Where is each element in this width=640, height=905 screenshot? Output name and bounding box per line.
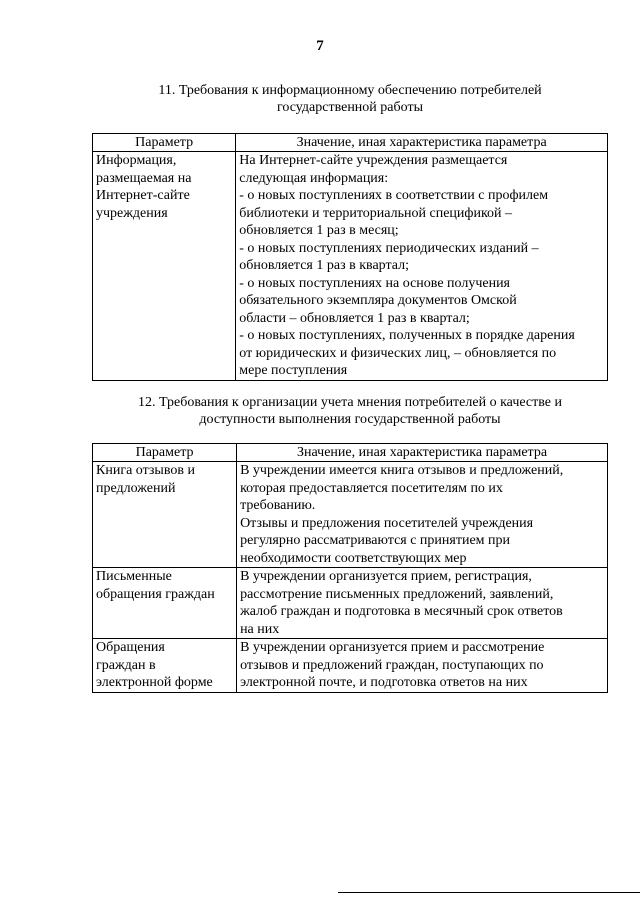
cell-text-line: - о новых поступлениях на основе получения <box>239 275 511 291</box>
value-cell <box>236 152 608 381</box>
cell-text-line: На Интернет-сайте учреждения размещается <box>239 153 508 168</box>
section-12-title-line: 12. Требования к организации учета мнения потребителей о качестве и <box>138 395 562 410</box>
cell-text-line: граждан в <box>96 657 156 673</box>
cell-text-line: - о новых поступлениях, полученных в порядке дарения <box>239 328 575 343</box>
cell-text-line: Книга отзывов и <box>96 463 195 478</box>
table-header-row <box>93 444 608 462</box>
cell-text-line: - о новых поступлениях в соответствии с профилем <box>239 188 549 203</box>
page-number: 7 <box>316 38 324 54</box>
section-11-table <box>92 133 608 381</box>
column-header-parameter: Параметр <box>93 134 236 152</box>
section-11-title-line: 11. Требования к информационному обеспечению потребителей <box>158 83 542 98</box>
cell-text-line: Информация, <box>96 153 177 168</box>
cell-text-line: учреждения <box>96 205 168 221</box>
cell-text-line: предложений <box>96 480 176 496</box>
cell-text-line: электронной почте, и подготовка ответов на них <box>240 675 528 690</box>
table-header-row <box>93 134 608 152</box>
column-header-parameter: Параметр <box>93 444 237 462</box>
cell-text-line: рассмотрение письменных предложений, заявлений, <box>240 586 554 602</box>
section-11-title <box>100 82 600 116</box>
cell-text-line: обращения граждан <box>96 586 215 602</box>
cell-text-line: жалоб граждан и подготовка в месячный срок ответов <box>240 604 563 619</box>
section-12-table <box>92 443 608 693</box>
cell-text-line: от юридических и физических лиц, – обновляется по <box>239 345 557 361</box>
parameter-cell <box>93 152 236 381</box>
cell-text-line: обновляется 1 раз в квартал; <box>239 258 409 273</box>
cell-text-line: требованию. <box>240 498 316 513</box>
cell-text-line: Отзывы и предложения посетителей учреждения <box>240 515 534 531</box>
cell-text-line: Обращения <box>96 640 165 655</box>
cell-text-line: Интернет-сайте <box>96 188 190 203</box>
cell-text-line: следующая информация: <box>239 170 389 186</box>
cell-text-line: обновляется 1 раз в месяц; <box>239 223 399 238</box>
cell-text-line: регулярно рассматриваются с принятием при <box>240 533 511 548</box>
table-row <box>93 568 608 639</box>
cell-text-line: В учреждении имеется книга отзывов и предложений, <box>240 463 564 478</box>
table-row <box>93 152 608 381</box>
cell-text-line: области – обновляется 1 раз в квартал; <box>239 310 470 326</box>
value-cell <box>237 568 608 639</box>
cell-text-line: необходимости соответствующих мер <box>240 550 467 566</box>
cell-text-line: Письменные <box>96 569 172 584</box>
cell-text-line: на них <box>240 621 280 637</box>
cell-text-line: - о новых поступлениях периодических изданий – <box>239 240 539 256</box>
table-row <box>93 462 608 568</box>
parameter-cell <box>93 462 237 568</box>
column-header-value: Значение, иная характеристика параметра <box>236 134 608 152</box>
parameter-cell <box>93 639 237 693</box>
cell-text-line: В учреждении организуется прием и рассмотрение <box>240 640 545 655</box>
table-row <box>93 639 608 693</box>
value-cell <box>237 462 608 568</box>
cell-text-line: В учреждении организуется прием, регистрация, <box>240 569 532 584</box>
cell-text-line: отзывов и предложений граждан, поступающих по <box>240 657 544 673</box>
value-cell <box>237 639 608 693</box>
footer-divider <box>338 892 640 893</box>
cell-text-line: размещаемая на <box>96 170 192 186</box>
section-11-title-line: государственной работы <box>277 100 423 115</box>
cell-text-line: которая предоставляется посетителям по их <box>240 480 503 496</box>
parameter-cell <box>93 568 237 639</box>
column-header-value: Значение, иная характеристика параметра <box>237 444 608 462</box>
section-12-title-line: доступности выполнения государственной работы <box>199 412 501 427</box>
cell-text-line: библиотеки и территориальной спецификой – <box>239 205 513 221</box>
cell-text-line: мере поступления <box>239 363 348 378</box>
section-12-title <box>100 394 600 428</box>
cell-text-line: обязательного экземпляра документов Омской <box>239 293 517 308</box>
cell-text-line: электронной форме <box>96 675 213 690</box>
